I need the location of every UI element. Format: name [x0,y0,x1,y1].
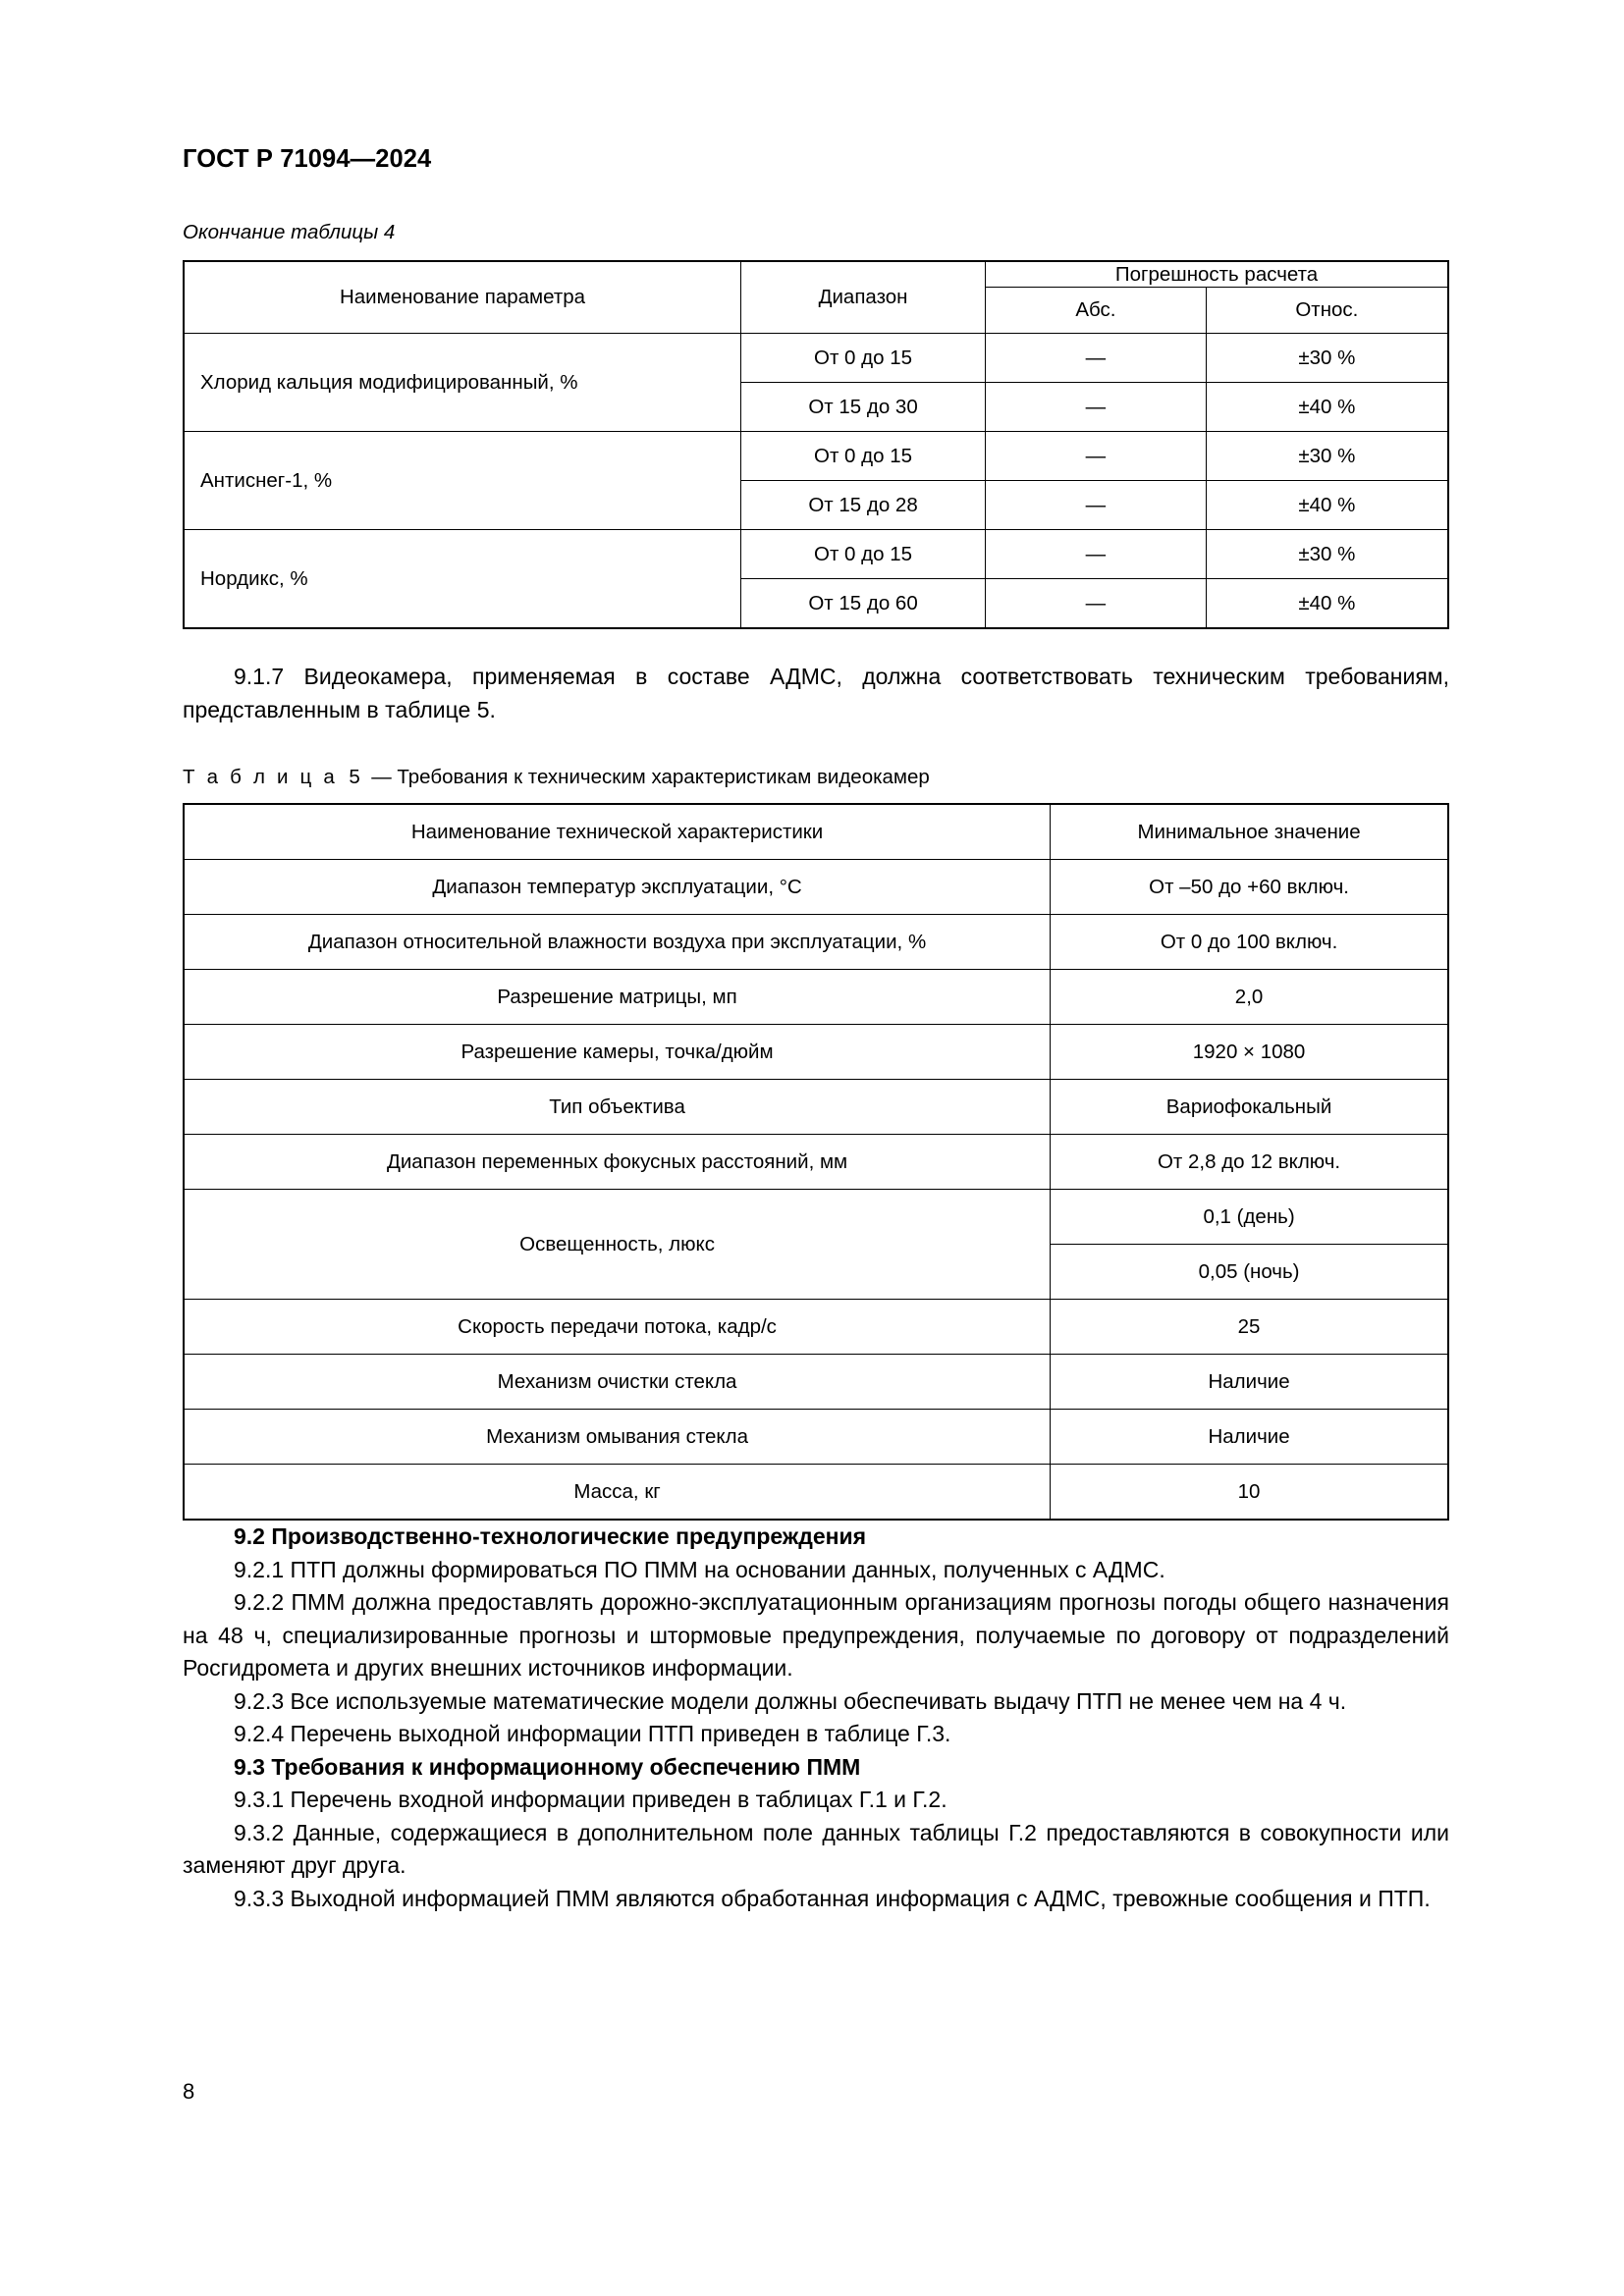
table4-header-range: Диапазон [741,261,986,334]
table5-header-characteristic: Наименование технической характеристики [184,804,1051,860]
table5-caption [183,766,1449,789]
table4-row1-sub1-rel: ±40 % [1206,481,1448,530]
table4-header-parameter: Наименование параметра [184,261,741,334]
table5-row0-characteristic: Диапазон температур эксплуатации, °С [184,860,1051,915]
table5-row5-characteristic: Диапазон переменных фокусных расстояний, мм [184,1135,1051,1190]
table-row [184,915,1448,970]
table4-row0-sub1-abs: — [986,383,1207,432]
table5-row10-value: 10 [1051,1465,1448,1521]
table4-continuation-note: Окончание таблицы 4 [183,221,396,243]
paragraph-9-3-3: 9.3.3 Выходной информацией ПММ являются обработанная информация с АДМС, тревожные сообщения и ПТП. [234,1885,1431,1911]
table4-row1-sub0-range: От 0 до 15 [741,432,986,481]
table5-header-min-value: Минимальное значение [1051,804,1448,860]
table-row [184,1190,1448,1245]
paragraph-9-3-1: 9.3.1 Перечень входной информации приведен в таблицах Г.1 и Г.2. [234,1787,947,1812]
section-heading-9-3: 9.3 Требования к информационному обеспечению ПММ [234,1753,861,1780]
table5-row2-value: 2,0 [1051,970,1448,1025]
table-row [184,970,1448,1025]
table4-row1-sub1-abs: — [986,481,1207,530]
table5-row3-value: 1920 × 1080 [1051,1025,1448,1080]
table5-row4-value: Вариофокальный [1051,1080,1448,1135]
section-heading-9-2: 9.2 Производственно-технологические предупреждения [234,1523,867,1549]
table5-row10-characteristic: Масса, кг [184,1465,1051,1521]
table5-caption-prefix: Т а б л и ц а [183,766,338,788]
table5-row8-value: Наличие [1051,1355,1448,1410]
paragraph-9-3-2: 9.3.2 Данные, содержащиеся в дополнительном поле данных таблицы Г.2 предоставляются в совокупности или заменяют друг друга. [183,1819,1449,1878]
table4-row2-name: Нордикс, % [184,530,741,629]
table-4-parameter-accuracy [183,260,1449,629]
table5-row6-value-day: 0,1 (день) [1051,1190,1448,1245]
table5-row7-value: 25 [1051,1300,1448,1355]
table-row [184,1135,1448,1190]
table-row [184,1465,1448,1521]
table4-header-error-abs: Абс. [986,288,1207,334]
table5-row1-value: От 0 до 100 включ. [1051,915,1448,970]
table4-header-error-rel: Относ. [1206,288,1448,334]
table4-row1-name: Антиснег-1, % [184,432,741,530]
table4-row0-sub0-abs: — [986,334,1207,383]
table4-row1-sub0-abs: — [986,432,1207,481]
table4-row2-sub0-rel: ±30 % [1206,530,1448,579]
table4-row1-sub0-rel: ±30 % [1206,432,1448,481]
table-row [184,1410,1448,1465]
table5-row2-characteristic: Разрешение матрицы, мп [184,970,1051,1025]
table4-row2-sub0-range: От 0 до 15 [741,530,986,579]
paragraph-9-2-2: 9.2.2 ПММ должна предоставлять дорожно-эксплуатационным организациям прогнозы погоды общего назначения на 48 ч, специализированные прогнозы и штормовые предупреждения, получаемые по договору от подразделений Росгидромета и других внешних источников информации. [183,1589,1449,1681]
table4-row0-sub0-rel: ±30 % [1206,334,1448,383]
table4-header-error-group: Погрешность расчета [986,261,1448,288]
page-content [183,0,1449,1915]
table4-row0-sub1-range: От 15 до 30 [741,383,986,432]
table-row [184,1080,1448,1135]
paragraph-9-2-1: 9.2.1 ПТП должны формироваться ПО ПММ на основании данных, полученных с АДМС. [234,1556,1165,1582]
table-row [184,1025,1448,1080]
table-row [184,530,1448,579]
table5-row5-value: От 2,8 до 12 включ. [1051,1135,1448,1190]
page-number: 8 [183,2079,195,2104]
table5-header-row [184,804,1448,860]
table4-row2-sub1-rel: ±40 % [1206,579,1448,629]
paragraph-9-2-4: 9.2.4 Перечень выходной информации ПТП приведен в таблице Г.3. [234,1721,951,1746]
table5-caption-number: 5 [349,766,360,788]
table-row [184,860,1448,915]
table-row [184,1355,1448,1410]
table4-row1-sub1-range: От 15 до 28 [741,481,986,530]
table4-header-row-1 [184,261,1448,288]
table5-row1-characteristic: Диапазон относительной влажности воздуха при эксплуатации, % [184,915,1051,970]
table4-row2-sub1-range: От 15 до 60 [741,579,986,629]
document-header-standard-id: ГОСТ Р 71094—2024 [183,145,432,173]
table5-row8-characteristic: Механизм очистки стекла [184,1355,1051,1410]
table4-row2-sub0-abs: — [986,530,1207,579]
table4-row0-sub1-rel: ±40 % [1206,383,1448,432]
table5-row3-characteristic: Разрешение камеры, точка/дюйм [184,1025,1051,1080]
table-row [184,432,1448,481]
table5-row6-characteristic: Освещенность, люкс [184,1190,1051,1300]
table4-row0-name: Хлорид кальция модифицированный, % [184,334,741,432]
table5-row9-value: Наличие [1051,1410,1448,1465]
table4-row2-sub1-abs: — [986,579,1207,629]
table5-row0-value: От –50 до +60 включ. [1051,860,1448,915]
table-row [184,334,1448,383]
table5-row6-value-night: 0,05 (ночь) [1051,1245,1448,1300]
paragraph-9-2-3: 9.2.3 Все используемые математические модели должны обеспечивать выдачу ПТП не менее чем на 4 ч. [234,1687,1347,1714]
table-row [184,1300,1448,1355]
table4-row0-sub0-range: От 0 до 15 [741,334,986,383]
paragraph-9-1-7: 9.1.7 Видеокамера, применяемая в составе АДМС, должна соответствовать техническим требованиям, представленным в таблице 5. [183,664,1449,722]
table5-row4-characteristic: Тип объектива [184,1080,1051,1135]
table-5-video-camera-requirements [183,803,1449,1521]
table5-row7-characteristic: Скорость передачи потока, кадр/с [184,1300,1051,1355]
table5-caption-text: — Требования к техническим характеристикам видеокамер [371,766,930,788]
table5-row9-characteristic: Механизм омывания стекла [184,1410,1051,1465]
